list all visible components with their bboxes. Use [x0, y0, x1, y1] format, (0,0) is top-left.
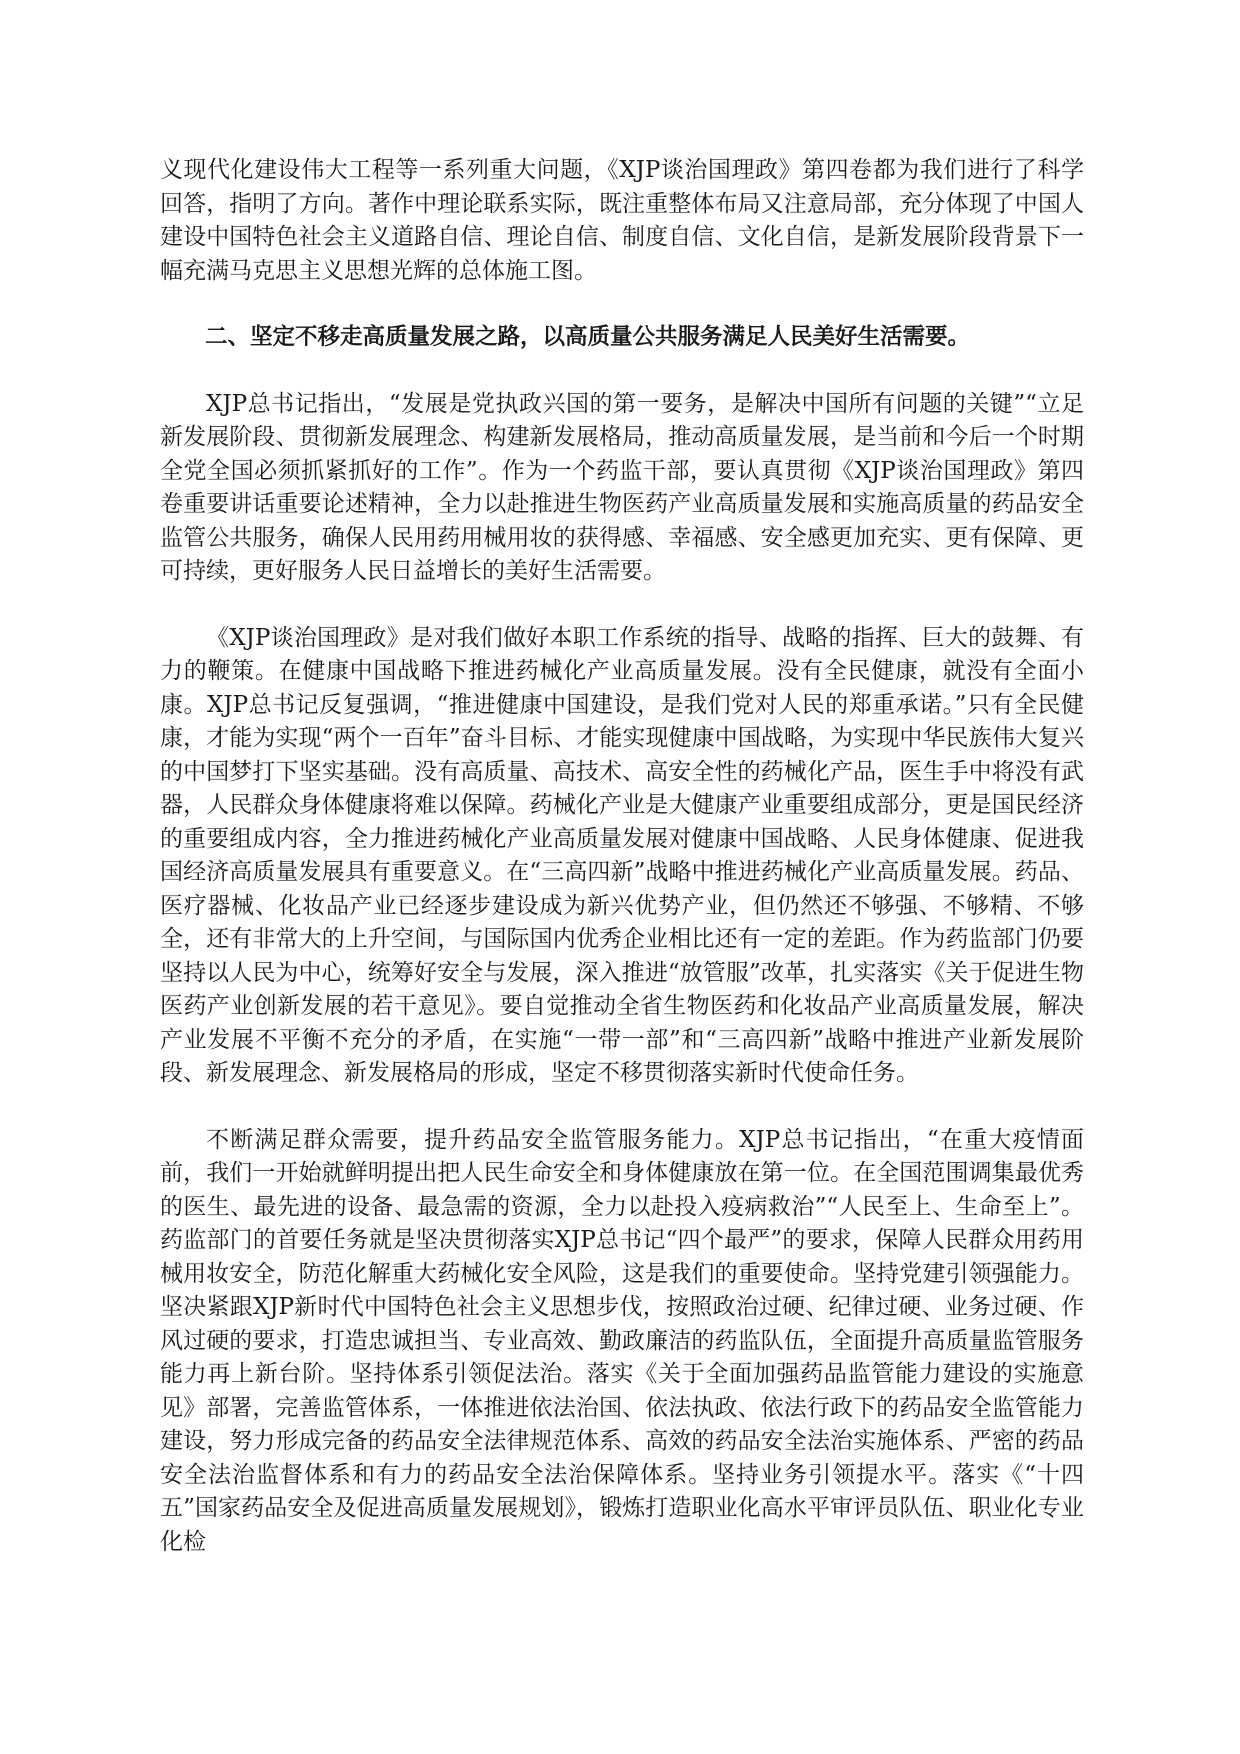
body-paragraph: 《XJP谈治国理政》是对我们做好本职工作系统的指导、战略的指挥、巨大的鼓舞、有力的鞭策。在健康中国战略下推进药械化产业高质量发展。没有全民健康，就没有全面小康。XJP总书记反复强调，“推进健康中国建设，是我们党对人民的郑重承诺。”只有全民健康，才能为实现“两个一百年”奋斗目标、才能实现健康中国战略，为实现中华民族伟大复兴的中国梦打下坚实基础。没有高质量、高技术、高安全性的药械化产品，医生手中将没有武器，人民群众身体健康将难以保障。药械化产业是大健康产业重要组成部分，更是国民经济的重要组成内容，全力推进药械化产业高质量发展对健康中国战略、人民身体健康、促进我国经济高质量发展具有重要意义。在“三高四新”战略中推进药械化产业高质量发展。药品、医疗器械、化妆品产业已经逐步建设成为新兴优势产业，但仍然还不够强、不够精、不够全，还有非常大的上升空间，与国际国内优秀企业相比还有一定的差距。作为药监部门仍要坚持以人民为中心，统筹好安全与发展，深入推进“放管服”改革，扎实落实《关于促进生物医药产业创新发展的若干意见》。要自觉推动全省生物医药和化妆品产业高质量发展，解决产业发展不平衡不充分的矛盾，在实施“一带一部”和“三高四新”战略中推进产业新发展阶段、新发展理念、新发展格局的形成，坚定不移贯彻落实新时代使命任务。 — [160, 624, 1084, 1086]
body-paragraph: XJP总书记指出，“发展是党执政兴国的第一要务，是解决中国所有问题的关键”“立足新发展阶段、贯彻新发展理念、构建新发展格局，推动高质量发展，是当前和今后一个时期全党全国必须抓紧抓好的工作”。作为一个药监干部，要认真贯彻《XJP谈治国理政》第四卷重要讲话重要论述精神，全力以赴推进生物医药产业高质量发展和实施高质量的药品安全监管公共服务，确保人民用药用械用妆的获得感、幸福感、安全感更加充实、更有保障、更可持续，更好服务人民日益增长的美好生活需要。 — [160, 390, 1084, 584]
section-heading: 二、坚定不移走高质量发展之路，以高质量公共服务满足人民美好生活需要。 — [205, 324, 971, 350]
body-paragraph-continued: 义现代化建设伟大工程等一系列重大问题，《XJP谈治国理政》第四卷都为我们进行了科学回答，指明了方向。著作中理论联系实际，既注重整体布局又注意局部，充分体现了中国人建设中国特色社会主义道路自信、理论自信、制度自信、文化自信，是新发展阶段背景下一幅充满马克思主义思想光辉的总体施工图。 — [160, 157, 1084, 284]
body-paragraph: 不断满足群众需要，提升药品安全监管服务能力。XJP总书记指出，“在重大疫情面前，我们一开始就鲜明提出把人民生命安全和身体健康放在第一位。在全国范围调集最优秀的医生、最先进的设备、最急需的资源，全力以赴投入疫病救治”“人民至上、生命至上”。药监部门的首要任务就是坚决贯彻落实XJP总书记“四个最严”的要求，保障人民群众用药用械用妆安全，防范化解重大药械化安全风险，这是我们的重要使命。坚持党建引领强能力。坚决紧跟XJP新时代中国特色社会主义思想步伐，按照政治过硬、纪律过硬、业务过硬、作风过硬的要求，打造忠诚担当、专业高效、勤政廉洁的药监队伍，全面提升高质量监管服务能力再上新台阶。坚持体系引领促法治。落实《关于全面加强药品监管能力建设的实施意见》部署，完善监管体系，一体推进依法治国、依法执政、依法行政下的药品安全监管能力建设，努力形成完备的药品安全法律规范体系、高效的药品安全法治实施体系、严密的药品安全法治监督体系和有力的药品安全法治保障体系。坚持业务引领提水平。落实《“十四五”国家药品安全及促进高质量发展规划》，锻炼打造职业化高水平审评员队伍、职业化专业化检 — [160, 1126, 1085, 1555]
document-page — [160, 154, 1084, 1559]
